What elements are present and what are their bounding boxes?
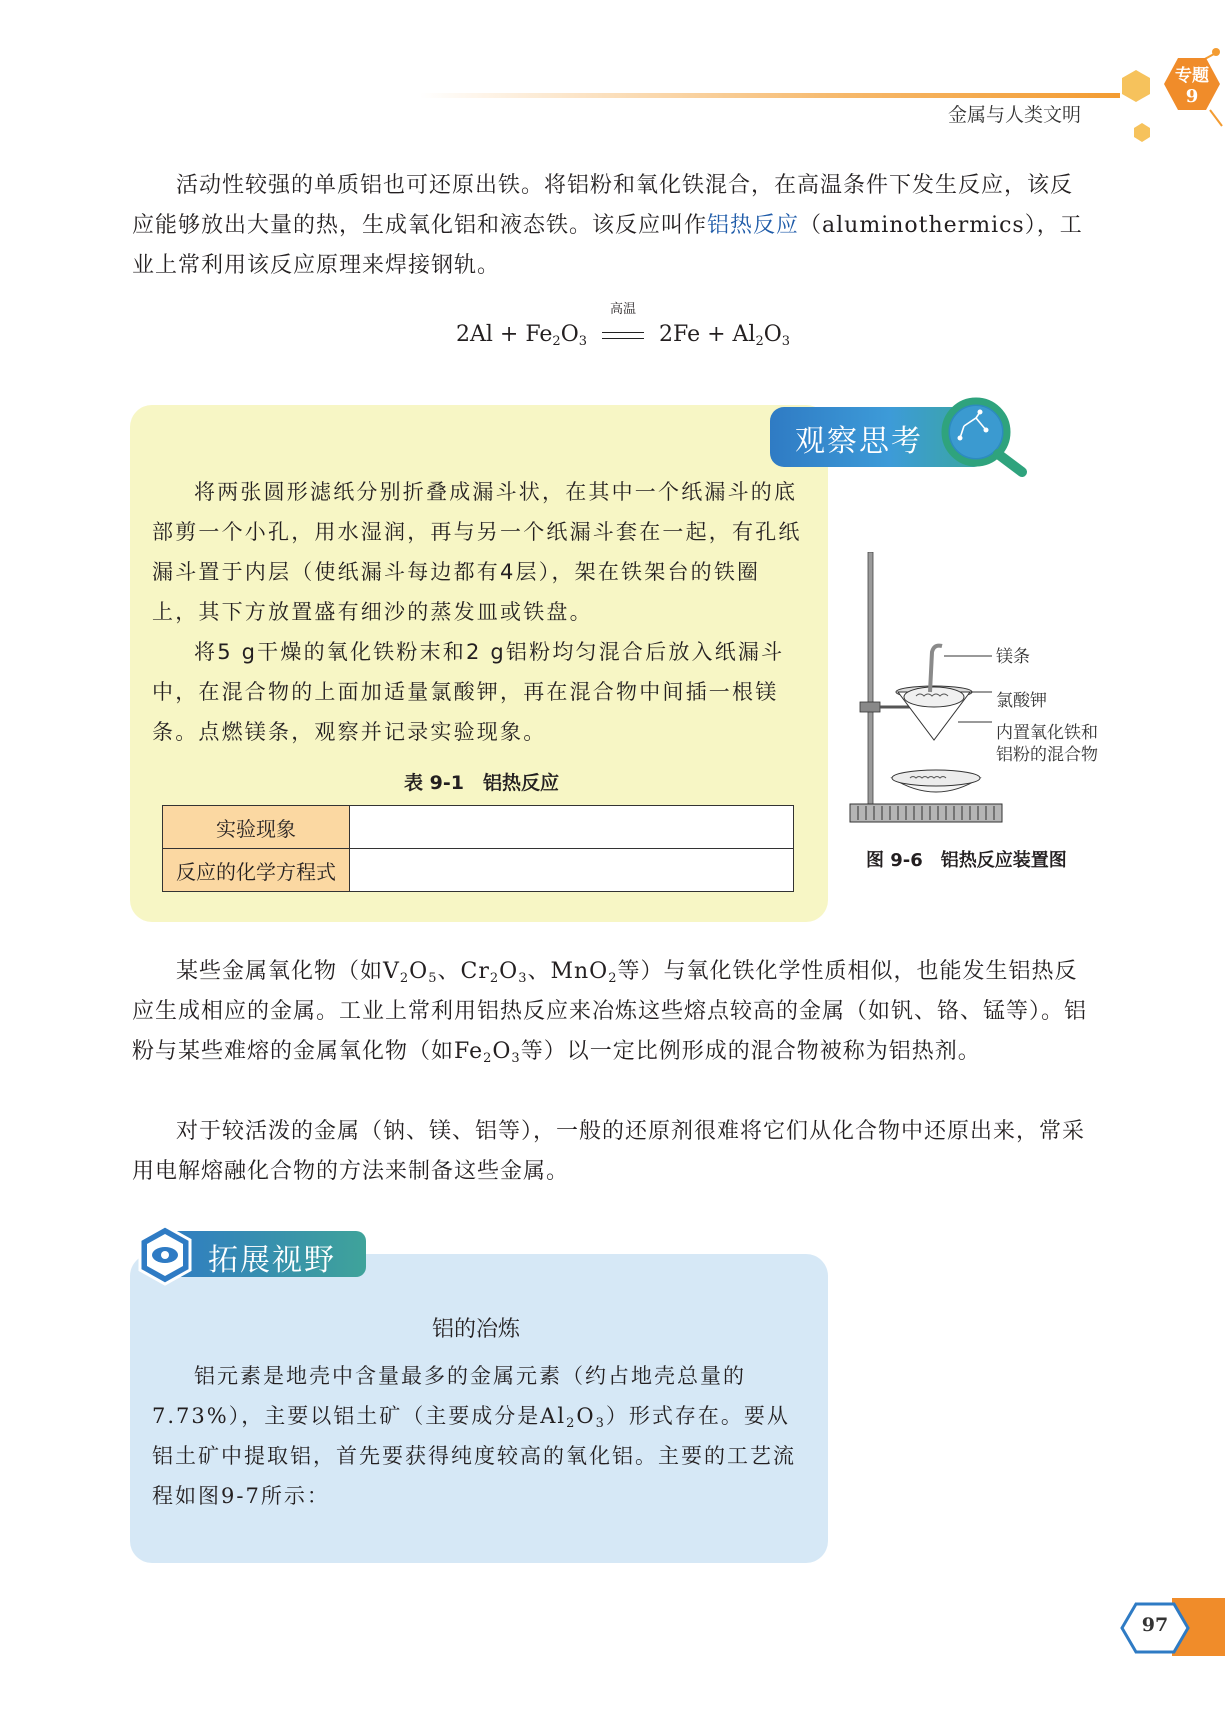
body-text: O: [492, 1039, 512, 1064]
thermite-equation: [456, 302, 791, 349]
extend-text: ）形式存在。要从铝土矿中提取铝，首先要获得纯度较高的氧化铝。主要的工艺流程如图9-7所示：: [152, 1404, 796, 1508]
eq-condition: [600, 302, 646, 347]
eq-right-1: 2Fe + Al: [659, 322, 756, 347]
observe-paragraph-2: 将5 g干燥的氧化铁粉末和2 g铝粉均匀混合后放入纸漏斗中，在混合物的上面加适量氯酸钾，再在混合物中间插一根镁条。点燃镁条，观察并记录实验现象。: [152, 640, 785, 744]
table-row: [163, 849, 794, 892]
label-mixture-1: 内置氧化铁和: [996, 723, 1098, 743]
extend-text: O: [576, 1404, 596, 1428]
body-text: 等）与氧化铁化学性质相似，也能发生铝热反应生成相应的金属。工业上常利用铝热反应来冶炼这些熔点较高的金属（如钒、铬、锰等）。铝粉与某些难熔的金属氧化物（如Fe: [132, 959, 1088, 1064]
table-header-cell: 反应的化学方程式: [163, 849, 350, 892]
eq-right-sub-2: 3: [781, 334, 791, 349]
extend-title: 铝的冶炼: [432, 1317, 521, 1342]
eq-left-1: 2Al + Fe: [456, 322, 553, 347]
chapter-hex-badge: [1092, 40, 1225, 150]
subscript: 2: [399, 971, 410, 986]
eq-double-bar: [602, 332, 644, 339]
result-table: [162, 805, 794, 892]
subscript: 2: [566, 1416, 577, 1431]
eye-hex-icon: [134, 1224, 196, 1286]
magnifier-icon: [936, 392, 1032, 480]
figure-caption: 图 9-6 铝热反应装置图: [866, 850, 1067, 871]
chapter-number: 9: [1185, 86, 1199, 107]
subscript: 3: [518, 971, 528, 986]
body-text: 某些金属氧化物（如V: [176, 959, 400, 984]
body-text: O: [499, 959, 519, 984]
table-caption: 表 9-1 铝热反应: [404, 772, 559, 794]
subscript: 2: [489, 971, 500, 986]
body-text: 、Cr: [437, 959, 490, 984]
eq-left-sub-1: 2: [552, 334, 561, 349]
body-text: 、MnO: [527, 959, 609, 984]
extend-tag-label: 拓展视野: [208, 1243, 336, 1278]
eq-right-sub-1: 2: [755, 334, 764, 349]
page-number: 97: [1141, 1614, 1169, 1636]
body-paragraph-1: [132, 952, 1094, 1072]
observe-tag-label: 观察思考: [795, 424, 923, 459]
eq-left-sub-2: 3: [578, 334, 588, 349]
eq-right-2: O: [763, 322, 782, 347]
chapter-label: 专题: [1175, 66, 1209, 86]
table-value-cell: [350, 806, 794, 849]
extend-paragraph: [152, 1356, 812, 1516]
table-header-cell: 实验现象: [163, 806, 350, 849]
table-row: [163, 806, 794, 849]
label-kclo3: 氯酸钾: [996, 691, 1047, 711]
table-value-cell: [350, 849, 794, 892]
header-rule: [420, 93, 1120, 98]
body-paragraph-2: 对于较活泼的金属（钠、镁、铝等），一般的还原剂很难将它们从化合物中还原出来，常采用电解熔融化合物的方法来制备这些金属。: [132, 1119, 1086, 1184]
eq-condition-label: 高温: [610, 302, 637, 317]
hex-small-left: [1122, 70, 1150, 102]
intro-text-2: （aluminothermics），工业上常利用该反应原理来焊接钢轨。: [132, 213, 1083, 278]
term-aluminothermic: 铝热反应: [707, 213, 800, 238]
apparatus-illustration: [846, 552, 1006, 832]
observe-paragraph-1: 将两张圆形滤纸分别折叠成漏斗状，在其中一个纸漏斗的底部剪一个小孔，用水湿润，再与另一个纸漏斗套在一起，有孔纸漏斗置于内层（使纸漏斗每边都有4层），架在铁架台的铁圈上，其下方放置盛有细沙的蒸发皿或铁盘。: [152, 480, 802, 624]
intro-text-1: 活动性较强的单质铝也可还原出铁。将铝粉和氧化铁混合，在高温条件下发生反应，该反应能够放出大量的热，生成氧化铝和液态铁。该反应叫作: [132, 173, 1074, 238]
body-text: O: [409, 959, 429, 984]
eq-left-2: O: [560, 322, 579, 347]
hex-small-bottom: [1134, 123, 1150, 142]
body-text: 等）以一定比例形成的混合物被称为铝热剂。: [520, 1039, 981, 1064]
extend-text: 铝元素是地壳中含量最多的金属元素（约占地壳总量的7.73%），主要以铝土矿（主要成分是Al: [152, 1364, 746, 1428]
subscript: 3: [595, 1416, 606, 1431]
badge-line-2: [1210, 110, 1222, 126]
label-mixture-2: 铝粉的混合物: [996, 745, 1098, 765]
subscript: 5: [428, 971, 438, 986]
badge-dot: [1212, 48, 1220, 56]
label-magnesium: 镁条: [996, 647, 1030, 667]
subscript: 2: [608, 971, 618, 986]
intro-paragraph: [132, 166, 1094, 286]
header-subtitle: 金属与人类文明: [948, 104, 1082, 126]
subscript: 3: [511, 1051, 521, 1066]
subscript: 2: [483, 1051, 493, 1066]
